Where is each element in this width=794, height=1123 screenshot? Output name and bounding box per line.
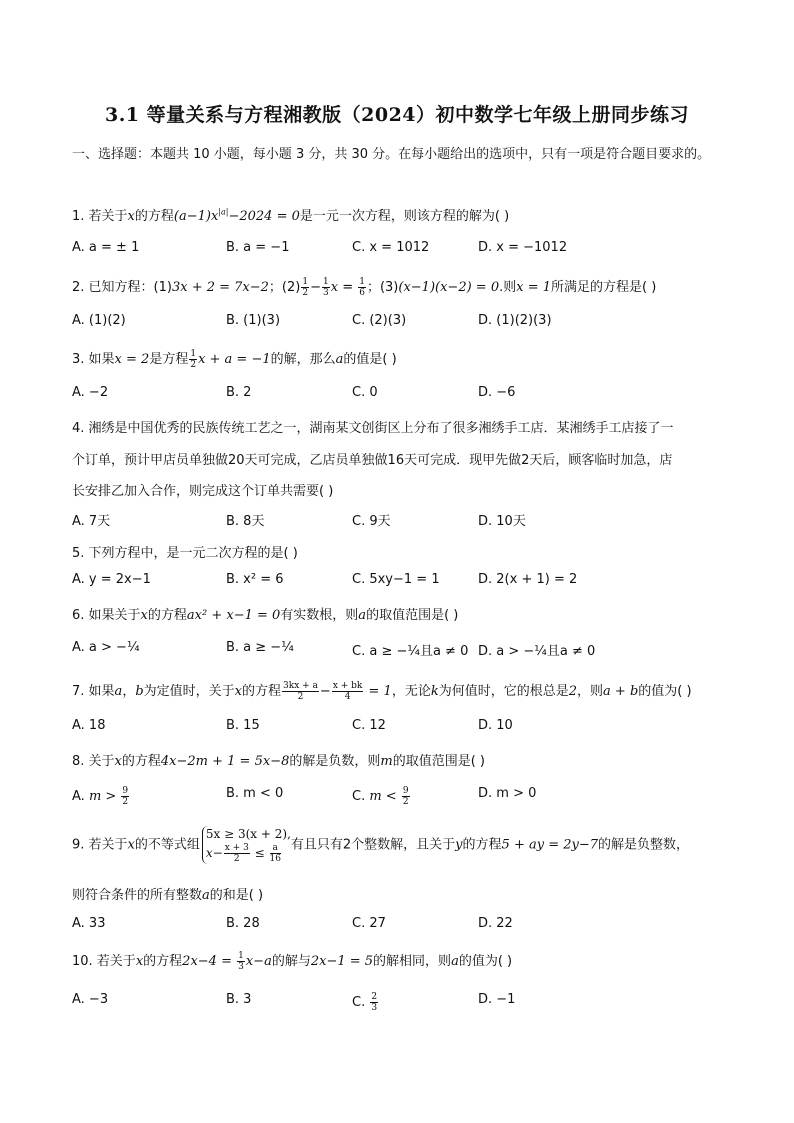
question-10-stem: 10. 若关于x的方程2x−4 = $\frac{1}{3}$ x−a的解与2x−1 = 5的解相同，则a的值为( ) bbox=[72, 951, 513, 972]
q9-option-b[interactable]: B. 28 bbox=[226, 916, 260, 931]
section-instructions: 一、选择题：本题共 10 小题，每小题 3 分，共 30 分。在每小题给出的选项中，只有一项是符合题目要求的。 bbox=[72, 147, 711, 162]
question-5-stem: 5. 下列方程中，是一元二次方程的是( ) bbox=[72, 546, 298, 561]
q7-option-d[interactable]: D. 10 bbox=[478, 718, 513, 733]
q6-option-d[interactable]: D. a > −¼且a ≠ 0 bbox=[478, 644, 596, 659]
question-6-stem: 6. 如果关于x的方程ax² + x−1 = 0有实数根，则a的取值范围是( ) bbox=[72, 608, 459, 623]
q6-option-c[interactable]: C. a ≥ −¼且a ≠ 0 bbox=[352, 644, 469, 659]
q3-option-d[interactable]: D. −6 bbox=[478, 385, 516, 400]
q3-option-c[interactable]: C. 0 bbox=[352, 385, 378, 400]
q7-option-c[interactable]: C. 12 bbox=[352, 718, 386, 733]
q8-option-c[interactable]: C. m < $\frac{9}{2}$ bbox=[352, 786, 409, 807]
q4-option-a[interactable]: A. 7天 bbox=[72, 514, 111, 529]
q4-option-d[interactable]: D. 10天 bbox=[478, 514, 526, 529]
question-9-line-2: 则符合条件的所有整数a的和是( ) bbox=[72, 888, 264, 903]
q1-option-b[interactable]: B. a = −1 bbox=[226, 240, 290, 255]
q1-option-a[interactable]: A. a = ± 1 bbox=[72, 240, 140, 255]
q10-option-c[interactable]: C. $\frac{2}{3}$ bbox=[352, 992, 378, 1013]
q1-option-d[interactable]: D. x = −1012 bbox=[478, 240, 568, 255]
question-4-line-2: 个订单，预计甲店员单独做20天可完成，乙店员单独做16天可完成．现甲先做2天后，顾客临时加急，店 bbox=[72, 453, 673, 468]
q2-option-a[interactable]: A. (1)(2) bbox=[72, 313, 126, 328]
question-1-stem: 1. 若关于x的方程$(a-1)x^{|a|}-2024 = 0$是一元一次方程，则该方程的解为( ) bbox=[72, 207, 510, 224]
q1-equation: $(a-1)x^{|a|}-2024 = 0$ bbox=[173, 207, 300, 224]
q2-option-c[interactable]: C. (2)(3) bbox=[352, 313, 407, 328]
q10-option-a[interactable]: A. −3 bbox=[72, 992, 109, 1007]
question-8-stem: 8. 关于x的方程4x−2m + 1 = 5x−8的解是负数，则m的取值范围是( ) bbox=[72, 754, 485, 769]
q4-option-c[interactable]: C. 9天 bbox=[352, 514, 391, 529]
q5-option-d[interactable]: D. 2(x + 1) = 2 bbox=[478, 572, 578, 587]
question-9-stem: 9. 若关于x的不等式组 5x ≥ 3(x + 2), x− $\frac{x + 3}{2}$ ≤ $\frac{a}{16}$ 有且只有2个整数解，且关于y的方程5 + ay = 2y−7的解是负整数， bbox=[72, 827, 690, 864]
question-4-line-3: 长安排乙加入合作，则完成这个订单共需要( ) bbox=[72, 484, 334, 499]
q7-option-b[interactable]: B. 15 bbox=[226, 718, 260, 733]
q10-option-d[interactable]: D. −1 bbox=[478, 992, 516, 1007]
q8-option-b[interactable]: B. m < 0 bbox=[226, 786, 284, 801]
q1-option-c[interactable]: C. x = 1012 bbox=[352, 240, 430, 255]
q3-option-b[interactable]: B. 2 bbox=[226, 385, 252, 400]
q7-option-a[interactable]: A. 18 bbox=[72, 718, 106, 733]
q8-option-d[interactable]: D. m > 0 bbox=[478, 786, 537, 801]
q2-option-d[interactable]: D. (1)(2)(3) bbox=[478, 313, 552, 328]
page-title: 3.1 等量关系与方程湘教版（2024）初中数学七年级上册同步练习 bbox=[104, 104, 690, 126]
q8-option-a[interactable]: A. m > $\frac{9}{2}$ bbox=[72, 786, 129, 807]
q4-option-b[interactable]: B. 8天 bbox=[226, 514, 265, 529]
question-7-stem: 7. 如果a，b为定值时，关于x的方程 $\frac{3kx + a}{2}$ − $\frac{x + bk}{4}$ = 1，无论k为何值时，它的根总是2，则a + b的值为( ) bbox=[72, 681, 692, 702]
q5-option-a[interactable]: A. y = 2x−1 bbox=[72, 572, 151, 587]
q6-option-a[interactable]: A. a > −¼ bbox=[72, 640, 140, 655]
question-3-stem: 3. 如果x = 2是方程 $\frac{1}{2}$ x + a = −1的解，那么a的值是( ) bbox=[72, 349, 397, 370]
q9-option-c[interactable]: C. 27 bbox=[352, 916, 386, 931]
q5-option-c[interactable]: C. 5xy−1 = 1 bbox=[352, 572, 440, 587]
q3-option-a[interactable]: A. −2 bbox=[72, 385, 109, 400]
q5-option-b[interactable]: B. x² = 6 bbox=[226, 572, 284, 587]
question-4-line-1: 4. 湘绣是中国优秀的民族传统工艺之一，湖南某文创街区上分布了很多湘绣手工店．某湘绣手工店接了一 bbox=[72, 421, 674, 436]
q9-option-a[interactable]: A. 33 bbox=[72, 916, 106, 931]
q2-option-b[interactable]: B. (1)(3) bbox=[226, 313, 281, 328]
q6-option-b[interactable]: B. a ≥ −¼ bbox=[226, 640, 294, 655]
q10-option-b[interactable]: B. 3 bbox=[226, 992, 252, 1007]
q9-inequality-system: 5x ≥ 3(x + 2), x− $\frac{x + 3}{2}$ ≤ $\frac{a}{16}$ bbox=[202, 826, 291, 864]
q9-option-d[interactable]: D. 22 bbox=[478, 916, 513, 931]
question-2-stem: 2. 已知方程：(1)3x + 2 = 7x−2；(2) $\frac{1}{2}$ − $\frac{1}{3}$ x = $\frac{1}{6}$ ；(3)(x−1)(x−2) = 0.则x = 1所满足的方程是( ) bbox=[72, 277, 657, 298]
